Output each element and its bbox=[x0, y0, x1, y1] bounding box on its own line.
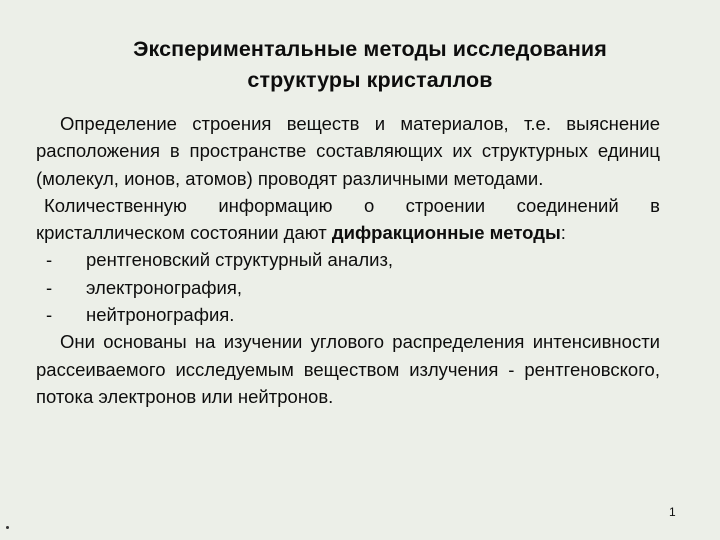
slide-title bbox=[40, 34, 700, 96]
list-dash: - bbox=[46, 249, 53, 271]
diffraction-methods-term: дифракционные методы bbox=[331, 222, 561, 244]
page-number: 1 bbox=[669, 505, 676, 519]
slide-body bbox=[36, 110, 660, 410]
paragraph-diffraction-colon: : bbox=[560, 222, 566, 244]
list-dash: - bbox=[46, 276, 53, 298]
list-item-label: рентгеновский структурный анализ, bbox=[86, 249, 394, 271]
paragraph-angular-distribution: Они основаны на изучении углового распределения интенсивности рассеиваемого исследуемым веществом излучения - рентгеновского, потока электронов или нейтронов. bbox=[36, 331, 660, 407]
list-item-label: нейтронография. bbox=[86, 304, 235, 326]
slide-title-line-2: структуры кристаллов bbox=[247, 68, 493, 92]
slide-title-line-1: Экспериментальные методы исследования bbox=[133, 37, 607, 61]
list-item bbox=[36, 246, 660, 273]
paragraph-diffraction-methods bbox=[36, 192, 660, 247]
list-item-label: электронография, bbox=[86, 276, 243, 298]
paragraph-diffraction-text: Количественную информацию о строении соединений в кристаллическом состоянии дают bbox=[36, 194, 660, 244]
list-item bbox=[36, 274, 660, 301]
list-dash: - bbox=[46, 304, 53, 326]
paragraph-definition: Определение строения веществ и материалов, т.е. выяснение расположения в пространстве составляющих их структурных единиц (молекул, ионов, атомов) проводят различными методами. bbox=[36, 113, 660, 189]
corner-dot bbox=[6, 526, 9, 529]
list-item bbox=[36, 301, 660, 328]
